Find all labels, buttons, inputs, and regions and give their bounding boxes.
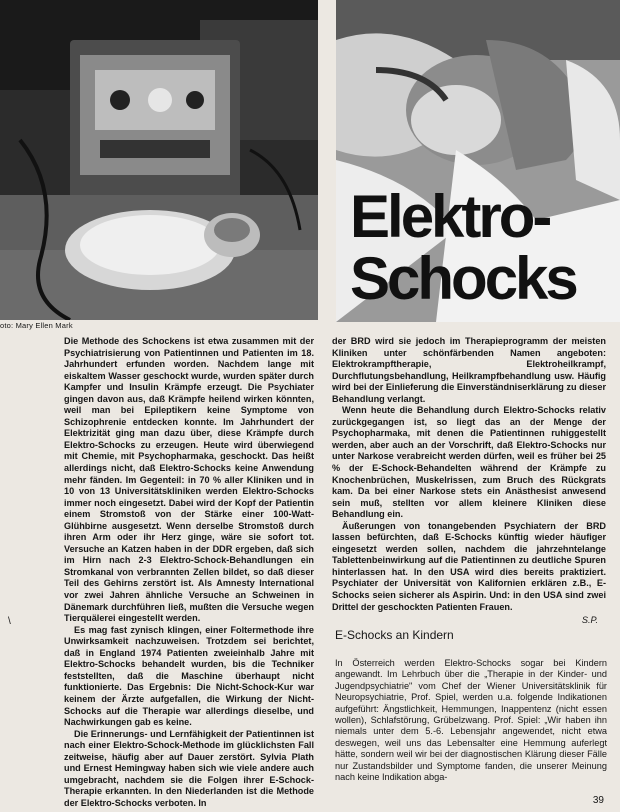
photo-credit: oto: Mary Ellen Mark: [0, 321, 73, 330]
page-number: 39: [592, 795, 604, 806]
right-text-column: [332, 336, 606, 627]
bottom-paragraph: In Österreich werden Elektro-Schocks sogar bei Kindern angewandt. Im Lehrbuch über die „Therapie in der Kinder- und Jugendpsychiatrie" vom Chef der Wiener Universitätsklinik für Neuropsychiatrie, Prof. Spiel, werden u.a. folgende Indikationen aufgeführt: Ängstlichkeit, Hemmungen, Inappentenz (nicht essen wollen), Schlafstörung, Grübelzwang. Prof. Spiel: „Wir haben ihn niemals unter dem 5.-6. Lebensjahr angewendet, nicht etwa deswegen, weil uns das Lebensalter eine Hemmung auferlegt hätte, sondern weil wir bei der diagnostischen Klärung dieser Fälle nur Zustandsbilder und Symptome fanden, die unserer Meinung nach keine Indikation abga-: [335, 658, 607, 783]
photo-shock-machine: [0, 0, 318, 320]
left-paragraph: Die Erinnerungs- und Lernfähigkeit der Patientinnen ist nach einer Elektro-Schock-Methode im glücklichsten Fall zeitweise, häufig aber auf Dauer zerstört. Sylvia Plath und Ernest Hemingway haben sich wie viele andere auch umgebracht, nachdem sie die Folgen ihrer E-Schock-Therapie erkannten. In den Niederlanden ist die Methode der Elektro-Schocks verboten. In: [64, 728, 314, 808]
right-paragraph: der BRD wird sie jedoch im Therapieprogramm der meisten Kliniken unter schönfärbenden Namen angeboten: Elektrokrampftherapie, Elektroheilkrampf, Durchflutungsbehandlung, Heilkrampfbehandlung usw. Häufig wird bei der Einlieferung die Einverständniserklärung zu dieser Behandlung verlangt.: [332, 336, 606, 404]
left-paragraph: Die Methode des Schockens ist etwa zusammen mit der Psychiatrisierung von Patientinnen und Patienten im 18. Jahrhundert erfunden worden. Nachdem lange mit eiskaltem Wasser geschockt wurde, wurden später durch Kampfer und Insulin Krämpfe erzeugt. Die Psychiater gingen davon aus, daß Krämpfe heilend wirken könnten, weil man bei Epileptikern keine Symptome von Schizophrenie entdecken konnte. Im Jahrhundert der Elektrizität ging man dazu über, diese Krämpfe durch Elektro-Schocks zu erzeugen. Heute wird überwiegend mit Chemie, mit Psychopharmaka, geschockt. Das heißt allerdings nicht, daß Elektro-Schocks keine Anwendung mehr fänden. Im Gegenteil: in 70 % aller Kliniken und in 10 von 13 Universitätskliniken werden Elektro-Schocks immer noch eingesetzt. Dabei wird der Kopf der Patientin einem Stromstoß von der Stärke einer 100-Watt-Glühbirne ausgesetzt. Wenn derselbe Stromstoß durch ihren Arm oder ihr Herz ginge, wäre sie sofort tot. Versuche an Katzen haben in der DDR ergeben, daß sich im Hirn nach 2-3 Elektro-Schock-Behandlungen ein Stromkanal von verbrannten Zellen bildet, so daß dieser Teil des Gehirns zerstört ist. Als Amnesty International vor zwei Jahren ähnliche Versuche an Schweinen in Dänemark durchführen ließ, mußten die Versuche wegen Tierquälerei eingestellt werden.: [64, 336, 314, 624]
margin-mark: \: [8, 616, 11, 627]
headline-line-2: Schocks: [350, 245, 576, 312]
headline: [350, 183, 620, 312]
right-paragraph: Wenn heute die Behandlung durch Elektro-Schocks relativ zurückgegangen ist, so liegt das an der Menge der Psychopharmaka, mit denen die Patientinnen ruhiggestellt werden, aber auch an der Vorschrift, daß Elektro-Schocks nur unter Narkose verabreicht werden dürfen, weil es früher bei 25 % der E-Schock-Behandelten während der Krämpfe zu Knochenbrüchen, Muskelrissen, zum Bruch des Rückgrats kam. Da bei einer Narkose stets ein Anästhesist anwesend sein muß, stellten vor allem kleinere Kliniken diese Behandlung ein.: [332, 405, 606, 520]
section-subheading: E-Schocks an Kindern: [335, 628, 454, 642]
bottom-text-column: [335, 658, 607, 783]
left-text-column: [64, 336, 314, 809]
right-paragraph: Äußerungen von tonangebenden Psychiatern der BRD lassen befürchten, daß E-Schocks künftig wieder häufiger eingesetzt werden sollen, nachdem die jahrzehntelange Tablettenbeinwirkung auf die Patientinnen zu deutliche Spuren hinterlassen hat. In den USA wird dies bereits praktiziert. Psychiater der Universität von Kalifornien erklären z.B., E-Schocks seien sicherer als Aspirin. Und: in den USA sind zwei Drittel der geschockten Patienten Frauen.: [332, 520, 606, 612]
headline-line-1: Elektro-: [350, 183, 550, 250]
author-signature: S.P.: [581, 615, 598, 626]
left-paragraph: Es mag fast zynisch klingen, einer Foltermethode ihre Unwirksamkeit nachzuweisen. Trotzdem sei berichtet, daß in England 1974 Patienten zweieinhalb Jahre mit Elektro-Schocks behandelt wurden, bis die Techniker feststellten, daß die Maschine überhaupt nicht funktionierte. Das Ergebnis: Die Nicht-Schock-Kur war keinem der Ärzte aufgefallen, die Wirkung der Nicht-Schocks auf die Therapie war allerdings dieselbe, und Nachwirkungen gab es keine.: [64, 624, 314, 728]
